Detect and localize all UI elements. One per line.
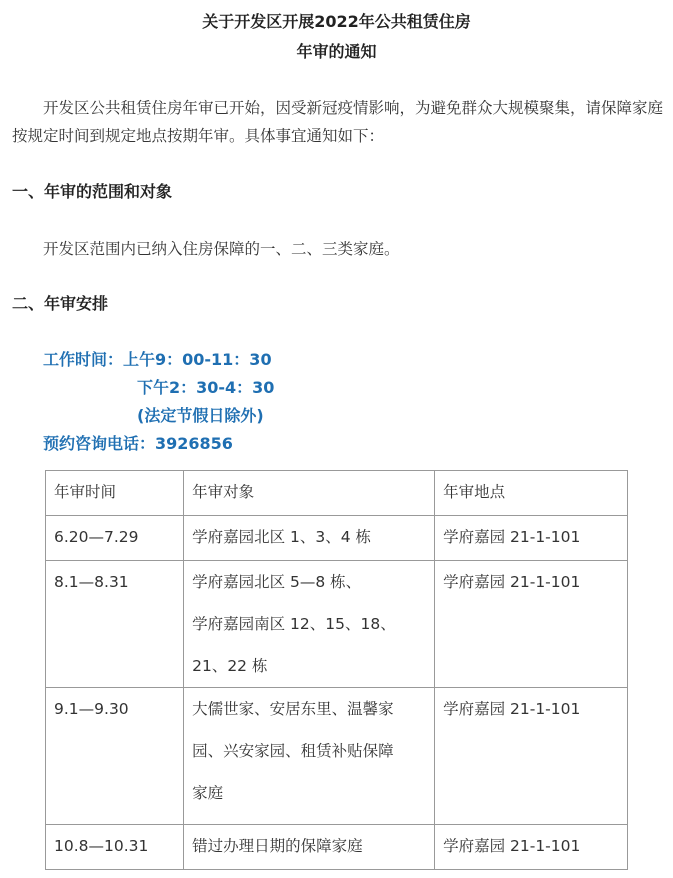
row-time: 9.1—9.30 xyxy=(46,688,184,825)
header-target: 年审对象 xyxy=(184,471,435,516)
notice-title-line1: 关于开发区开展2022年公共租赁住房 xyxy=(202,12,471,31)
row-target-line: 21、22 栋 xyxy=(192,657,268,675)
work-time-pm: 下午2：30-4：30 xyxy=(137,378,275,397)
section2-heading: 二、年审安排 xyxy=(12,294,109,313)
row-target-line: 学府嘉园北区 1、3、4 栋 xyxy=(192,528,372,546)
row-target-line: 园、兴安家园、租赁补贴保障 xyxy=(192,742,394,760)
table-row xyxy=(46,825,628,870)
row-time: 10.8—10.31 xyxy=(46,825,184,870)
row-target xyxy=(184,516,435,561)
row-target-line: 错过办理日期的保障家庭 xyxy=(192,837,363,855)
row-time: 8.1—8.31 xyxy=(46,561,184,688)
header-time: 年审时间 xyxy=(46,471,184,516)
table-row xyxy=(46,688,628,825)
section1-text: 开发区范围内已纳入住房保障的一、二、三类家庭。 xyxy=(43,240,400,258)
row-target-line: 家庭 xyxy=(192,784,224,802)
header-place: 年审地点 xyxy=(435,471,628,516)
row-place: 学府嘉园 21-1-101 xyxy=(435,516,628,561)
holiday-note: (法定节假日除外) xyxy=(137,406,264,425)
phone-number: 预约咨询电话：3926856 xyxy=(43,434,233,453)
row-target xyxy=(184,561,435,688)
notice-title-line2: 年审的通知 xyxy=(296,42,377,61)
table-header-row xyxy=(46,471,628,516)
table-row xyxy=(46,561,628,688)
row-target-line: 大儒世家、安居东里、温馨家 xyxy=(192,700,394,718)
row-place: 学府嘉园 21-1-101 xyxy=(435,688,628,825)
section1-heading: 一、年审的范围和对象 xyxy=(12,182,173,201)
row-target-line: 学府嘉园北区 5—8 栋、 xyxy=(192,573,362,591)
row-place: 学府嘉园 21-1-101 xyxy=(435,561,628,688)
table-row xyxy=(46,516,628,561)
row-place: 学府嘉园 21-1-101 xyxy=(435,825,628,870)
row-time: 6.20—7.29 xyxy=(46,516,184,561)
row-target-line: 学府嘉园南区 12、15、18、 xyxy=(192,615,396,633)
work-time-am: 工作时间：上午9：00-11：30 xyxy=(43,350,272,369)
schedule-table xyxy=(45,470,628,870)
row-target xyxy=(184,688,435,825)
intro-paragraph: 开发区公共租赁住房年审已开始，因受新冠疫情影响，为避免群众大规模聚集，请保障家庭按规定时间到规定地点按期年审。具体事宜通知如下： xyxy=(12,99,664,145)
row-target xyxy=(184,825,435,870)
